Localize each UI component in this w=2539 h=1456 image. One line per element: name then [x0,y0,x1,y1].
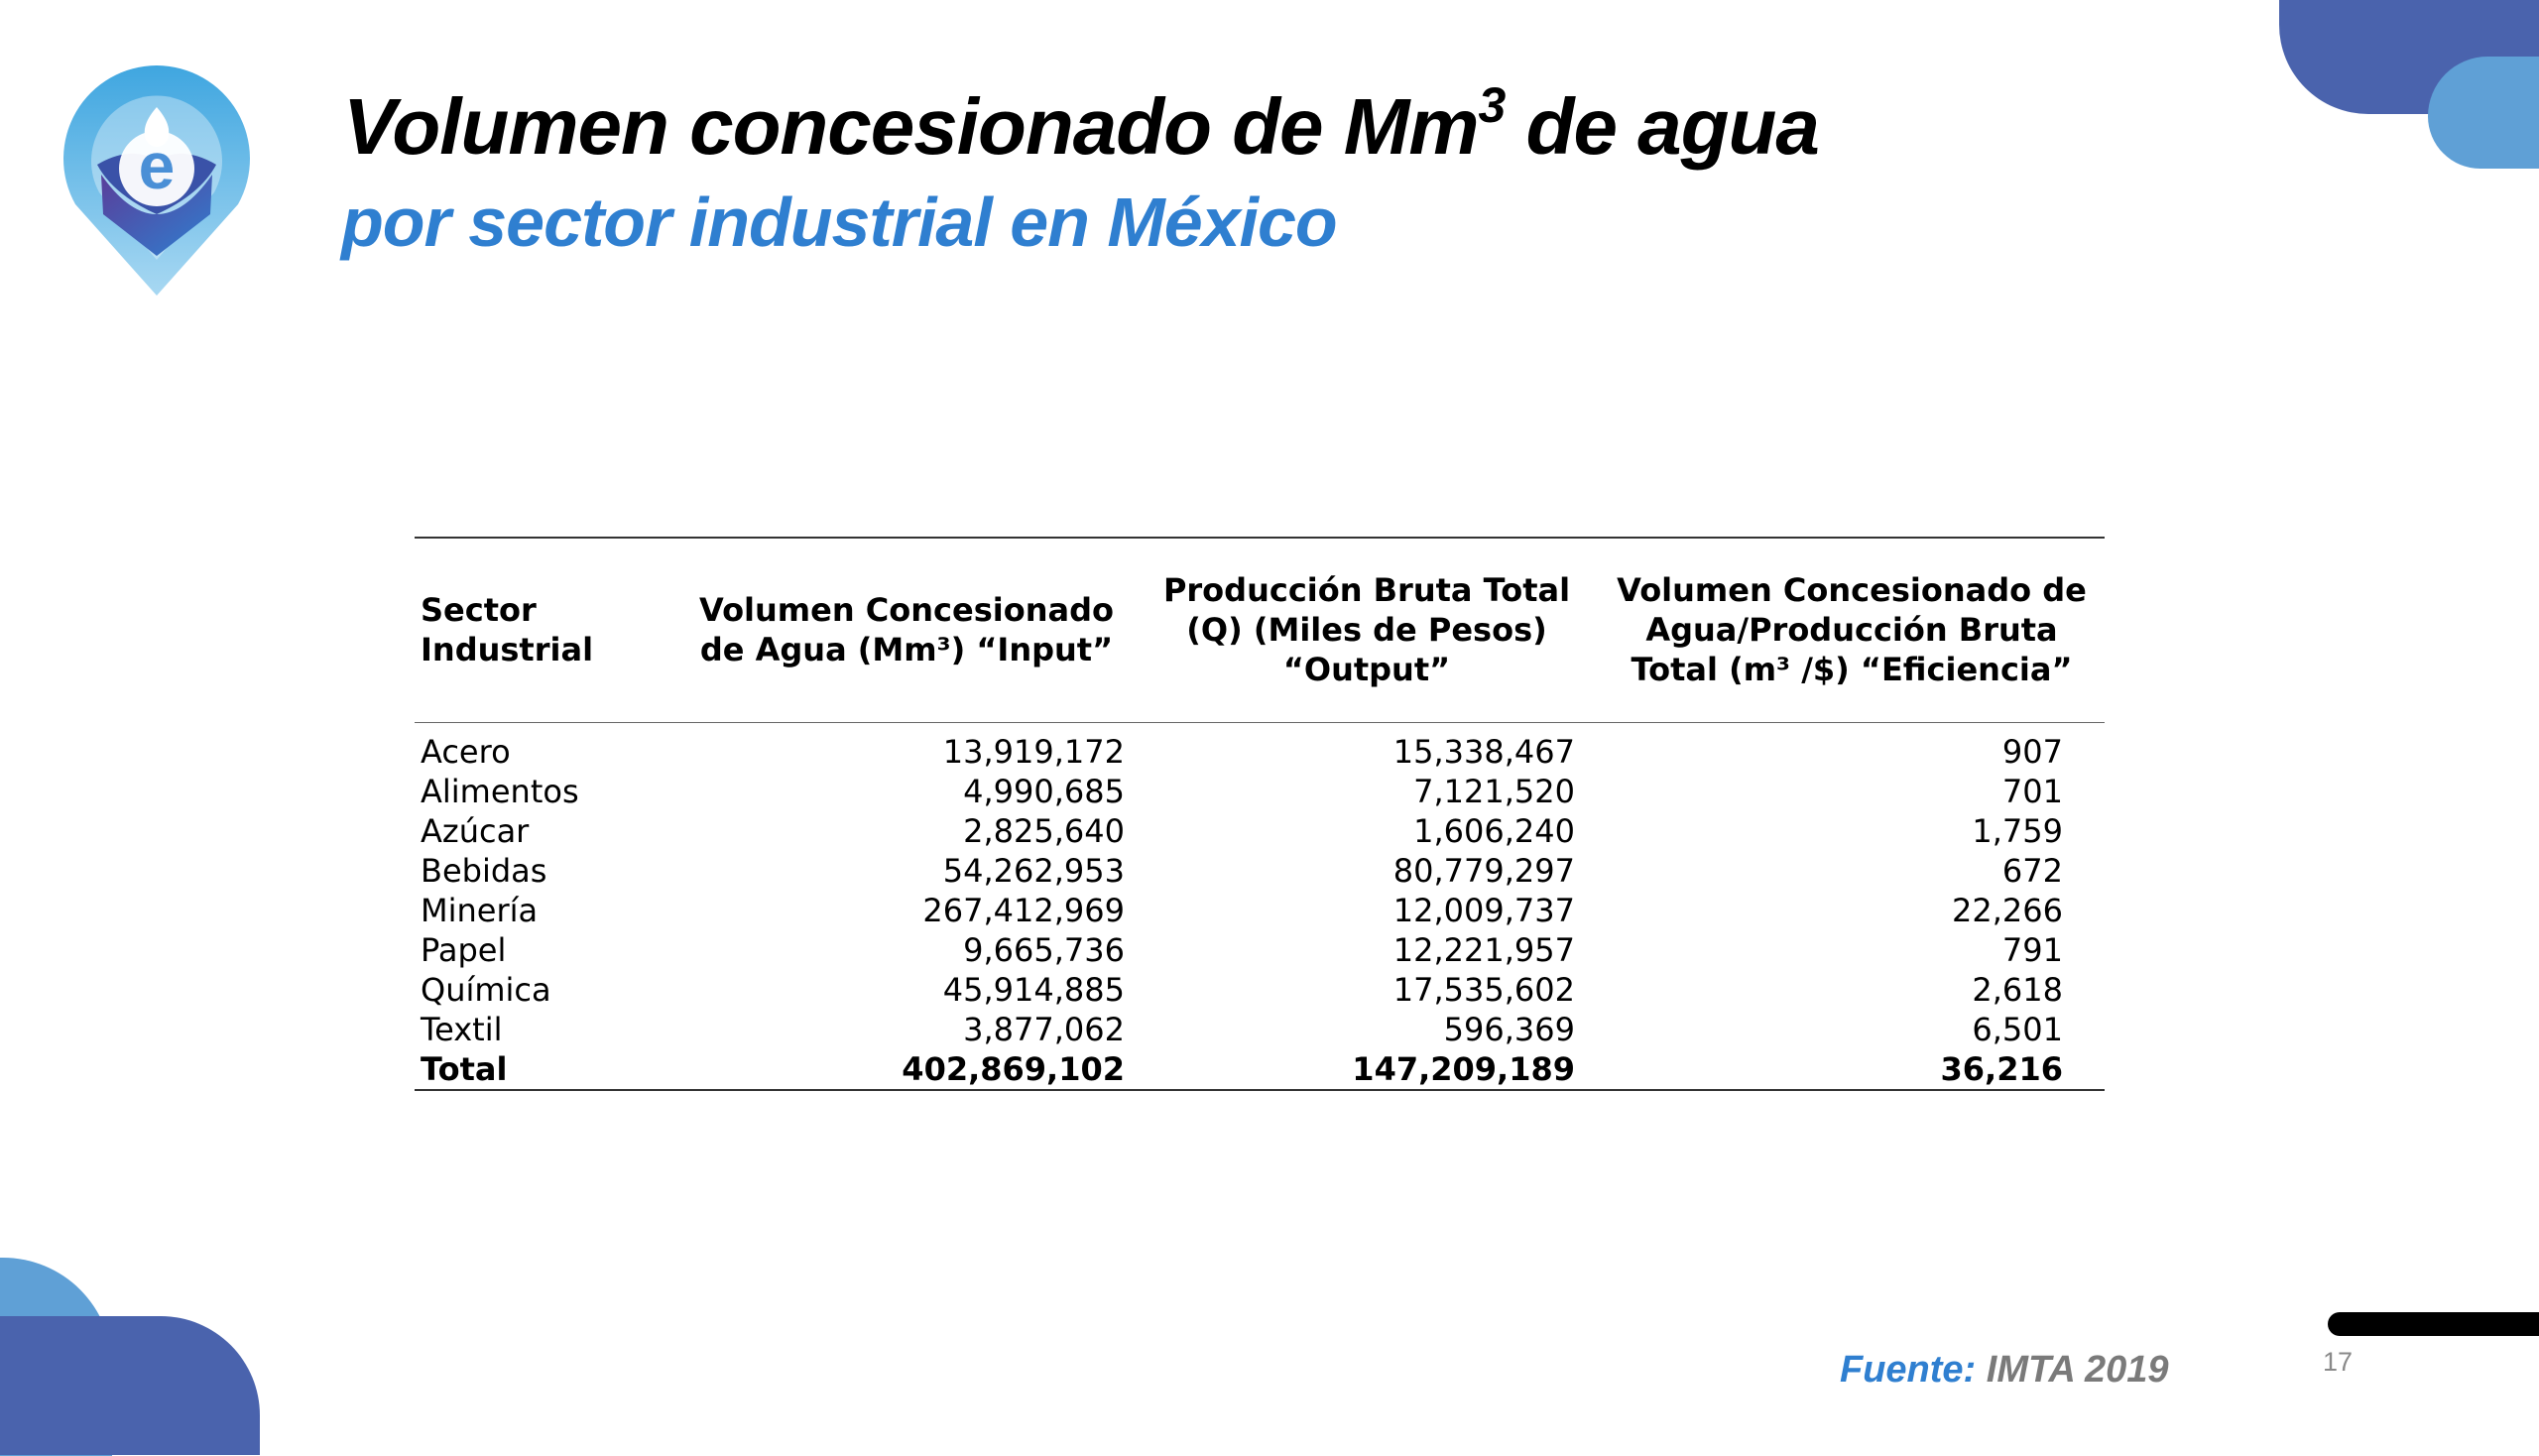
corner-shape-bottom-left-dark [0,1316,260,1455]
cell-input: 13,919,172 [942,732,1125,771]
cell-sector: Total [421,1049,508,1088]
source-note [1840,1349,2169,1392]
table-row [415,891,2105,930]
cell-input: 3,877,062 [963,1010,1125,1048]
cell-efficiency: 22,266 [1952,891,2063,929]
cell-input: 4,990,685 [963,772,1125,810]
cell-sector: Papel [421,930,507,969]
cell-sector: Acero [421,732,511,771]
table-row [415,970,2105,1010]
cell-efficiency: 2,618 [1972,970,2063,1009]
table-row [415,930,2105,970]
header-efficiency: Volumen Concesionado de Agua/Producción Bruta Total (m³ /$) “Eficiencia” [1617,571,2087,689]
cell-sector: Azúcar [421,811,530,850]
cell-output: 596,369 [1443,1010,1575,1048]
table-row [415,851,2105,891]
cell-efficiency: 672 [2001,851,2063,890]
header-input: Volumen Concesionado de Agua (Mm³) “Input” [699,591,1114,669]
page-number: 17 [2323,1347,2354,1377]
cell-sector: Minería [421,891,539,929]
cell-output: 7,121,520 [1413,772,1575,810]
table-row [415,811,2105,851]
table-row [415,722,2105,772]
cell-input: 267,412,969 [922,891,1125,929]
cell-input: 54,262,953 [942,851,1125,890]
cell-sector: Alimentos [421,772,579,810]
cell-efficiency: 36,216 [1940,1049,2063,1088]
cell-input: 2,825,640 [963,811,1125,850]
cell-output: 147,209,189 [1352,1049,1575,1088]
table-row [415,772,2105,811]
table-row [415,1010,2105,1049]
svg-text:e: e [138,129,176,202]
cell-output: 17,535,602 [1392,970,1575,1009]
page-subtitle: por sector industrial en México [341,183,1337,261]
cell-sector: Textil [421,1010,503,1048]
header-sector: Sector Industrial [421,591,594,669]
table-header-row [415,538,2105,722]
cell-efficiency: 701 [2001,772,2063,810]
water-volume-table [415,537,2105,1091]
cell-input: 45,914,885 [942,970,1125,1009]
cell-input: 402,869,102 [902,1049,1125,1088]
cell-output: 15,338,467 [1392,732,1575,771]
cell-output: 12,221,957 [1392,930,1575,969]
table-total-row [415,1049,2105,1090]
cell-input: 9,665,736 [963,930,1125,969]
cell-efficiency: 1,759 [1972,811,2063,850]
page-title: Volumen concesionado de Mm$^3$ de agua [343,77,1819,171]
header-output: Producción Bruta Total (Q) (Miles de Pesos) “Output” [1162,571,1571,689]
cell-output: 80,779,297 [1392,851,1575,890]
cell-output: 12,009,737 [1392,891,1575,929]
source-value: IMTA 2019 [1986,1349,2169,1391]
cell-efficiency: 791 [2001,930,2063,969]
cell-output: 1,606,240 [1413,811,1575,850]
cell-efficiency: 907 [2001,732,2063,771]
cell-efficiency: 6,501 [1972,1010,2063,1048]
source-label: Fuente: [1840,1349,1977,1391]
cell-sector: Química [421,970,551,1009]
cell-sector: Bebidas [421,851,547,890]
corner-bar-bottom-right [2328,1312,2539,1336]
water-drop-e-logo-icon [61,65,252,296]
corner-shape-top-right-light [2428,57,2539,169]
